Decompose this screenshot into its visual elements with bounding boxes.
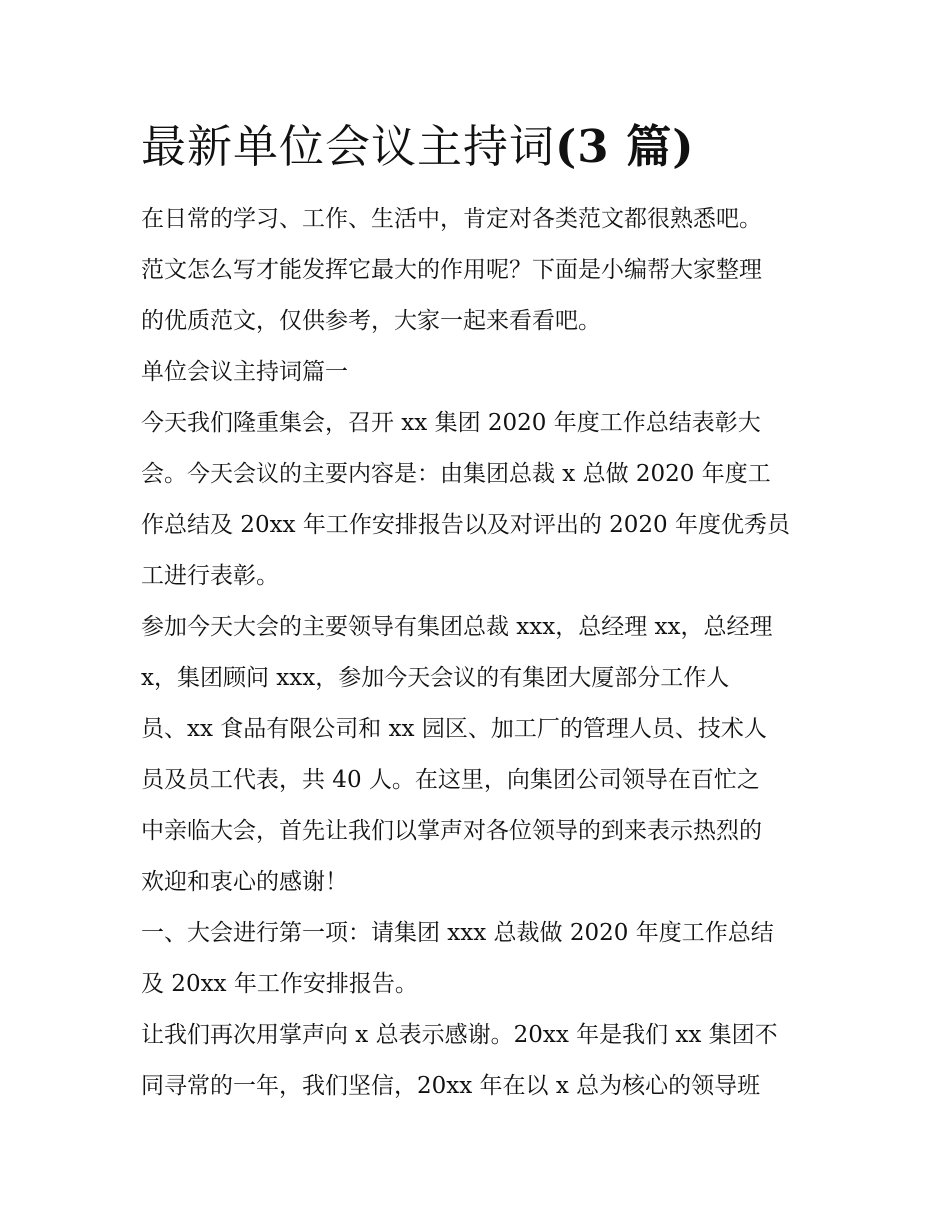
paragraph-line: 在日常的学习、工作、生活中，肯定对各类范文都很熟悉吧。 — [141, 206, 762, 232]
paragraph-line: 的优质范文，仅供参考，大家一起来看看吧。 — [141, 308, 601, 334]
paragraph-line: x，集团顾问 xxx，参加今天会议的有集团大厦部分工作人 — [141, 665, 730, 691]
paragraph-line: 一、大会进行第一项：请集团 xxx 总裁做 2020 年度工作总结 — [141, 920, 774, 946]
document-title-main: 最新单位会议主持词 — [141, 120, 556, 173]
document-title — [141, 112, 821, 182]
paragraph-line: 今天我们隆重集会，召开 xx 集团 2020 年度工作总结表彰大 — [141, 410, 761, 436]
section-heading: 单位会议主持词篇一 — [141, 359, 348, 385]
paragraph-line: 员及员工代表，共 40 人。在这里，向集团公司领导在百忙之 — [141, 767, 760, 793]
document-title-suffix: (3 篇) — [555, 120, 695, 173]
paragraph-line: 欢迎和衷心的感谢！ — [141, 869, 348, 895]
paragraph-line: 员、xx 食品有限公司和 xx 园区、加工厂的管理人员、技术人 — [141, 716, 767, 742]
paragraph-line: 参加今天大会的主要领导有集团总裁 xxx，总经理 xx，总经理 — [141, 614, 773, 640]
paragraph-line: 工进行表彰。 — [141, 563, 279, 589]
document-body — [141, 112, 821, 1112]
paragraph-line: 让我们再次用掌声向 x 总表示感谢。20xx 年是我们 xx 集团不 — [141, 1022, 778, 1048]
paragraph-line: 作总结及 20xx 年工作安排报告以及对评出的 2020 年度优秀员 — [141, 512, 790, 538]
paragraph-line: 会。今天会议的主要内容是：由集团总裁 x 总做 2020 年度工 — [141, 461, 771, 487]
paragraph-line: 范文怎么写才能发挥它最大的作用呢？下面是小编帮大家整理 — [141, 257, 762, 283]
paragraph-line: 及 20xx 年工作安排报告。 — [141, 971, 418, 997]
paragraph-line: 中亲临大会，首先让我们以掌声对各位领导的到来表示热烈的 — [141, 818, 762, 844]
paragraph-line: 同寻常的一年，我们坚信，20xx 年在以 x 总为核心的领导班 — [141, 1073, 761, 1099]
